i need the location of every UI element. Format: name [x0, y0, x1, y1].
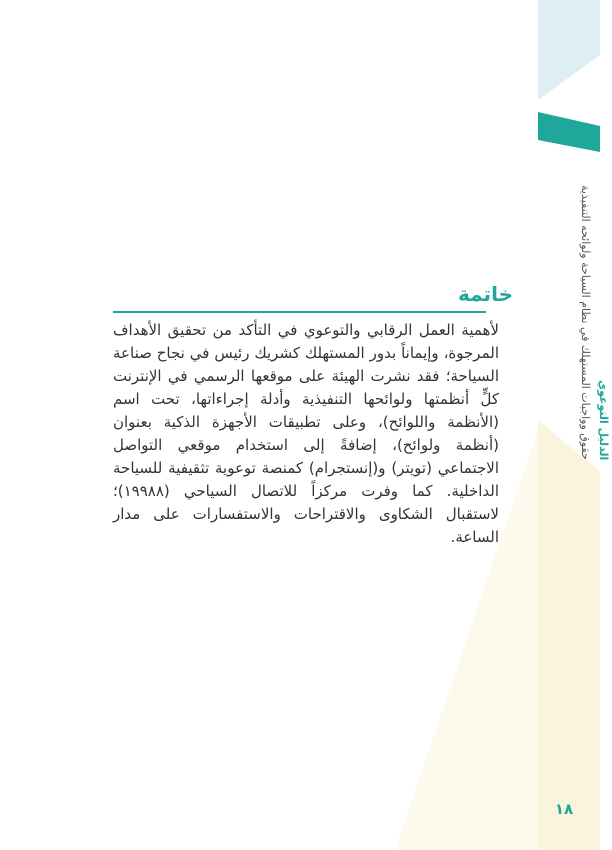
- page-number: ١٨: [554, 800, 574, 818]
- title-underline-divider: [113, 311, 486, 313]
- side-tab-title: الدليل التوعوي: [597, 379, 610, 460]
- side-tab-label: [532, 160, 612, 460]
- section-body-paragraph: لأهمية العمل الرقابي والتوعوي في التأكد من تحقيق الأهداف المرجوة، وإيماناً بدور المستهلك كشريك رئيس في نجاح صناعة السياحة؛ فقد نشرت الهيئة على موقعها الرسمي في الإنترنت كلٍّ أنظمتها ولوائحها التنفيذية وأدلة إجراءاتها، تحت اسم (الأنظمة واللوائح)، وعلى تطبيقات الأجهزة الذكية بعنوان (أنظمة ولوائح)، إضافةً إلى استخدام موقعي التواصل الاجتماعي (تويتر) و(إنستجرام) كمنصة توعوية تثقيفية للسياحة الداخلية. كما وفرت مركزاً للاتصال السياحي (١٩٩٨٨)؛ لاستقبال الشكاوى والاقتراحات والاستفسارات على مدار الساعة.: [113, 321, 499, 546]
- side-tab-subtitle: حقوق وواجبات المستهلك في نظام السياحة ولوائحه التنفيذية: [579, 185, 592, 460]
- bottom-cream-decoration: [538, 420, 600, 850]
- section-title: خاتمة: [458, 282, 513, 306]
